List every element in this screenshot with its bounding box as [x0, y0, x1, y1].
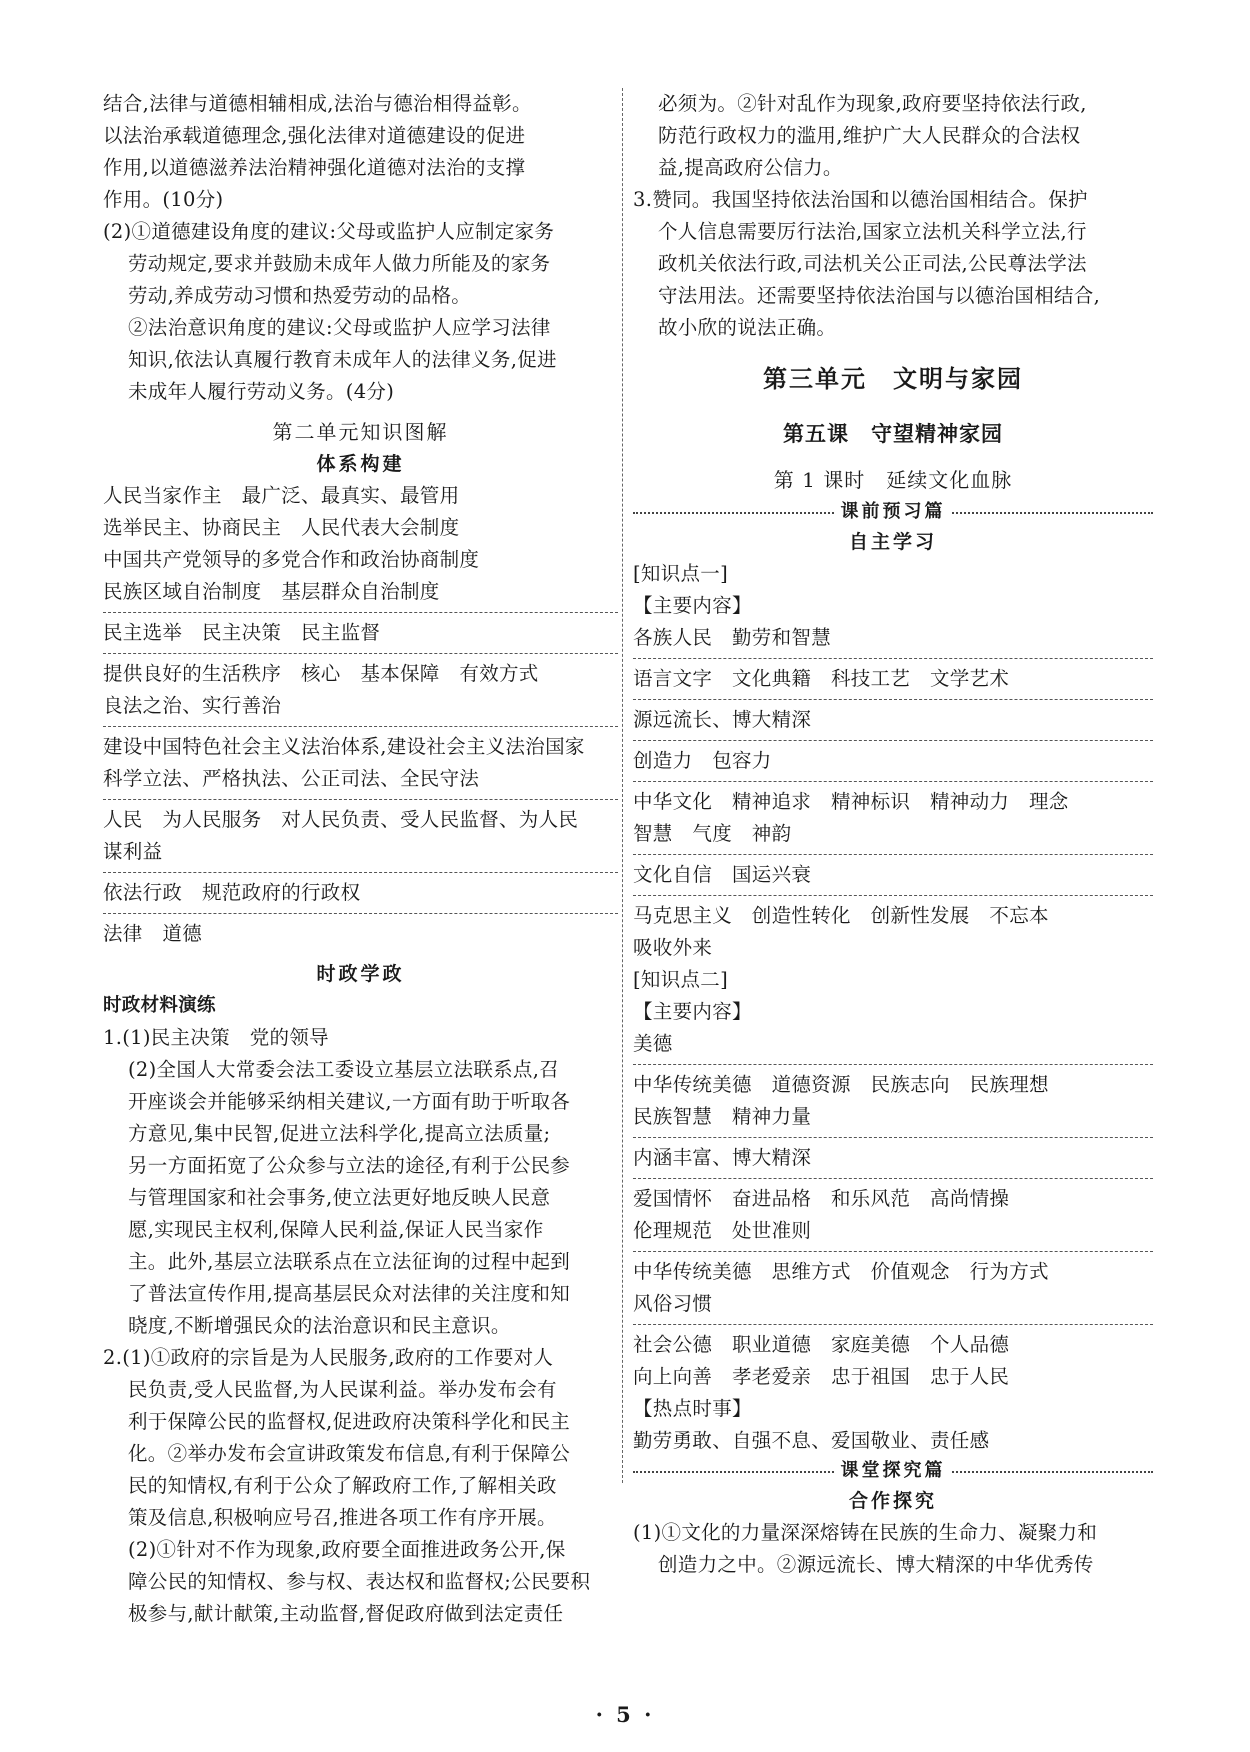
question-1-line: (2)全国人大常委会法工委设立基层立法联系点,召	[128, 1058, 560, 1081]
kp1-group	[633, 786, 1153, 850]
kp2-line: 民族智慧 精神力量	[633, 1105, 812, 1128]
tixi-line: 民族区域自治制度 基层群众自治制度	[103, 580, 440, 603]
tixi-line: 依法行政 规范政府的行政权	[103, 881, 361, 904]
column-divider	[622, 88, 623, 1483]
kp2-line: 风俗习惯	[633, 1292, 713, 1315]
question-2-line: (2)①针对不作为现象,政府要全面推进政务公开,保	[128, 1538, 566, 1561]
left-column	[103, 88, 618, 1630]
group-separator	[103, 653, 618, 654]
question-1-head: 1.(1)民主决策 党的领导	[103, 1026, 329, 1049]
subheading-shizheng: 时政学政	[316, 963, 405, 985]
hot-topic-line: 勤劳勇敢、自强不息、爱国敬业、责任感	[633, 1429, 990, 1452]
tixi-line: 谋利益	[103, 840, 163, 863]
question-1-line: 与管理国家和社会事务,使立法更好地反映人民意	[128, 1186, 551, 1209]
answer-q2	[103, 216, 618, 408]
tixi-group	[103, 617, 618, 649]
spacer	[103, 408, 618, 416]
class-section-header-label: 课堂探究篇	[835, 1457, 952, 1485]
hot-topic-label: 【热点时事】	[633, 1397, 752, 1420]
main-content-label: 【主要内容】	[633, 594, 752, 617]
unit-title: 第三单元 文明与家园	[763, 365, 1023, 393]
kp2-line: 社会公德 职业道德 家庭美德 个人品德	[633, 1333, 1010, 1356]
knowledge-point-1: [知识点一]	[633, 562, 729, 585]
question-1-line: 另一方面拓宽了公众参与立法的途径,有利于公民参	[128, 1154, 571, 1177]
tixi-group	[103, 804, 618, 868]
kp1-group	[633, 704, 1153, 736]
preview-section-header-label: 课前预习篇	[835, 498, 952, 526]
subheading-tixi: 体系构建	[316, 453, 405, 475]
spacer	[633, 402, 1153, 414]
coop-line: 创造力之中。②源远流长、博大精深的中华优秀传	[658, 1553, 1094, 1576]
question-2-line: 策及信息,积极响应号召,推进各项工作有序开展。	[128, 1506, 557, 1529]
question-3-line: 个人信息需要厉行法治,国家立法机关科学立法,行	[658, 220, 1087, 243]
kp1-line: 智慧 气度 神韵	[633, 822, 792, 845]
question-2-line: 极参与,献计献策,主动监督,督促政府做到法定责任	[128, 1602, 564, 1625]
tixi-group	[103, 731, 618, 795]
tixi-line: 建设中国特色社会主义法治体系,建设社会主义法治国家	[103, 735, 585, 758]
kp1-group	[633, 859, 1153, 891]
spacer	[103, 950, 618, 958]
kp2-line: 向上向善 孝老爱亲 忠于祖国 忠于人民	[633, 1365, 1010, 1388]
tixi-line: 民主选举 民主决策 民主监督	[103, 621, 381, 644]
subheading-self-study: 自主学习	[848, 531, 937, 553]
intro-line: 结合,法律与道德相辅相成,法治与德治相得益彰。	[103, 92, 532, 115]
question-3-line: 政机关依法行政,司法机关公正司法,公民尊法学法	[658, 252, 1087, 275]
kp1-line: 马克思主义 创造性转化 创新性发展 不忘本	[633, 904, 1049, 927]
kp2-line: 爱国情怀 奋进品格 和乐风范 高尚情操	[633, 1187, 1010, 1210]
continued-line: 必须为。②针对乱作为现象,政府要坚持依法行政,	[658, 92, 1087, 115]
group-separator	[633, 854, 1153, 855]
question-2-line: 民负责,受人民监督,为人民谋利益。举办发布会有	[128, 1378, 557, 1401]
kp1-line: 各族人民 勤劳和智慧	[633, 626, 832, 649]
continued-line: 防范行政权力的滥用,维护广大人民群众的合法权	[658, 124, 1081, 147]
kp2-group	[633, 1183, 1153, 1247]
continued-line: 益,提高政府公信力。	[658, 156, 843, 179]
group-separator	[103, 872, 618, 873]
question-1-line: 愿,实现民主权利,保障人民利益,保证人民当家作	[128, 1218, 544, 1241]
intro-line: 作用,以道德滋养法治精神强化道德对法治的支撑	[103, 156, 526, 179]
subheading-coop: 合作探究	[848, 1490, 937, 1512]
tixi-line: 科学立法、严格执法、公正司法、全民守法	[103, 767, 480, 790]
tixi-group	[103, 480, 618, 608]
kp1-line: 文化自信 国运兴衰	[633, 863, 812, 886]
question-1-line: 主。此外,基层立法联系点在立法征询的过程中起到	[128, 1250, 571, 1273]
group-separator	[633, 1324, 1153, 1325]
question-1-line: 了普法宣传作用,提高基层民众对法律的关注度和知	[128, 1282, 571, 1305]
kp1-line: 吸收外来	[633, 936, 713, 959]
knowledge-point-2: [知识点二]	[633, 968, 729, 991]
drill-title: 时政材料演练	[103, 995, 216, 1016]
question-1-line: 方意见,集中民智,促进立法科学化,提高立法质量;	[128, 1122, 551, 1145]
answer-line: ②法治意识角度的建议:父母或监护人应学习法律	[128, 316, 551, 339]
group-separator	[103, 799, 618, 800]
kp2-line: 中华传统美德 思维方式 价值观念 行为方式	[633, 1260, 1049, 1283]
answer-line: 劳动规定,要求并鼓励未成年人做力所能及的家务	[128, 252, 551, 275]
kp2-group	[633, 1069, 1153, 1133]
question-2-line: 利于保障公民的监督权,促进政府决策科学化和民主	[128, 1410, 571, 1433]
group-separator	[633, 658, 1153, 659]
question-3-line: 守法用法。还需要坚持依法治国与以德治国相结合,	[658, 284, 1101, 307]
group-separator	[103, 726, 618, 727]
group-separator	[633, 781, 1153, 782]
answer-line: (2)①道德建设角度的建议:父母或监护人应制定家务	[103, 220, 555, 243]
class-section-header	[633, 1457, 1153, 1485]
preview-section-header	[633, 498, 1153, 526]
kp2-group	[633, 1256, 1153, 1320]
kp2-line: 美德	[633, 1032, 673, 1055]
question-2-line: 障公民的知情权、参与权、表达权和监督权;公民要积	[128, 1570, 591, 1593]
group-separator	[633, 1251, 1153, 1252]
kp1-line: 创造力 包容力	[633, 749, 772, 772]
kp1-line: 中华文化 精神追求 精神标识 精神动力 理念	[633, 790, 1069, 813]
kp1-line: 源远流长、博大精深	[633, 708, 812, 731]
question-2-line: 化。②举办发布会宣讲政策发布信息,有利于保障公	[128, 1442, 571, 1465]
tixi-group	[103, 658, 618, 722]
kp1-group	[633, 745, 1153, 777]
kp2-group	[633, 1142, 1153, 1174]
main-content-label-2: 【主要内容】	[633, 1000, 752, 1023]
group-separator	[103, 612, 618, 613]
kp1-group	[633, 663, 1153, 695]
tixi-line: 法律 道德	[103, 922, 203, 945]
question-3-line: 故小欣的说法正确。	[658, 316, 837, 339]
tixi-line: 选举民主、协商民主 人民代表大会制度	[103, 516, 460, 539]
tixi-line: 提供良好的生活秩序 核心 基本保障 有效方式	[103, 662, 539, 685]
answer-line: 劳动,养成劳动习惯和热爱劳动的品格。	[128, 284, 472, 307]
page-number: · 5 ·	[595, 1702, 655, 1727]
question-2-line: 民的知情权,有利于公众了解政府工作,了解相关政	[128, 1474, 557, 1497]
kp1-line: 语言文字 文化典籍 科技工艺 文学艺术	[633, 667, 1010, 690]
intro-line: 以法治承载道德理念,强化法律对道德建设的促进	[103, 124, 526, 147]
spacer	[633, 454, 1153, 462]
question-3-head: 3.赞同。我国坚持依法治国和以德治国相结合。保护	[633, 188, 1088, 211]
group-separator	[633, 699, 1153, 700]
kp2-group	[633, 1329, 1153, 1393]
tixi-line: 人民 为人民服务 对人民负责、受人民监督、为人民	[103, 808, 579, 831]
tixi-line: 人民当家作主 最广泛、最真实、最管用	[103, 484, 460, 507]
question-1-line: 开座谈会并能够采纳相关建议,一方面有助于听取各	[128, 1090, 571, 1113]
group-separator	[633, 740, 1153, 741]
right-column	[633, 88, 1153, 1581]
group-separator	[633, 895, 1153, 896]
kp2-line: 内涵丰富、博大精深	[633, 1146, 812, 1169]
question-1-line: 晓度,不断增强民众的法治意识和民主意识。	[128, 1314, 511, 1337]
period-title: 第 1 课时 延续文化血脉	[773, 468, 1013, 492]
tixi-group	[103, 877, 618, 909]
tixi-line: 中国共产党领导的多党合作和政治协商制度	[103, 548, 480, 571]
group-separator	[103, 913, 618, 914]
tixi-group	[103, 918, 618, 950]
answer-line: 未成年人履行劳动义务。(4分)	[128, 380, 395, 403]
kp1-group	[633, 900, 1153, 964]
kp2-line: 中华传统美德 道德资源 民族志向 民族理想	[633, 1073, 1049, 1096]
kp2-line: 伦理规范 处世准则	[633, 1219, 812, 1242]
coop-line: (1)①文化的力量深深熔铸在民族的生命力、凝聚力和	[633, 1521, 1098, 1544]
spacer	[633, 344, 1153, 356]
question-2-head: 2.(1)①政府的宗旨是为人民服务,政府的工作要对人	[103, 1346, 554, 1369]
intro-line: 作用。(10分)	[103, 188, 224, 211]
tixi-line: 良法之治、实行善治	[103, 694, 282, 717]
lesson-title: 第五课 守望精神家园	[783, 422, 1003, 446]
group-separator	[633, 1137, 1153, 1138]
kp1-group	[633, 622, 1153, 654]
group-separator	[633, 1064, 1153, 1065]
section-title: 第二单元知识图解	[272, 420, 449, 444]
answer-line: 知识,依法认真履行教育未成年人的法律义务,促进	[128, 348, 557, 371]
kp2-group	[633, 1028, 1153, 1060]
group-separator	[633, 1178, 1153, 1179]
